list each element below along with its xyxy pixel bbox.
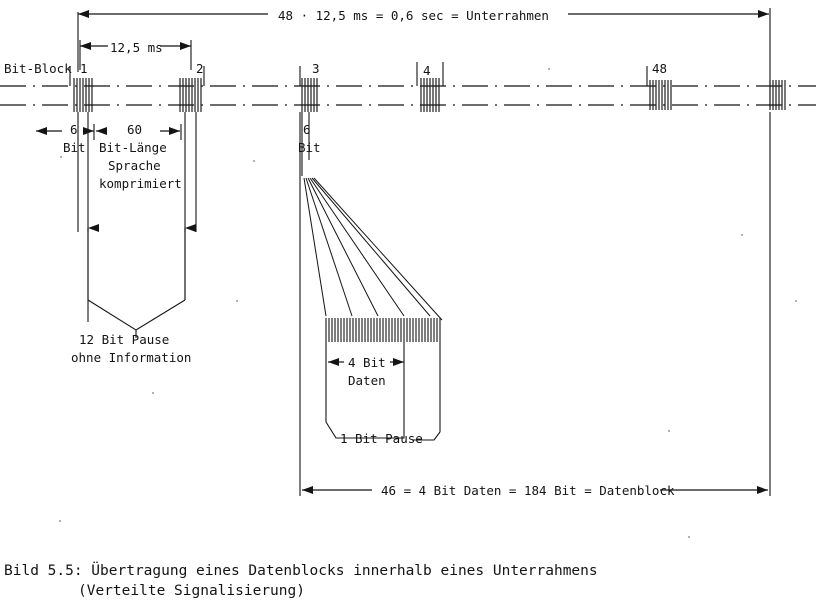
pause-bracket	[88, 300, 185, 330]
block-number-4: 4	[423, 63, 431, 78]
block-number-3: 3	[312, 61, 320, 76]
expansion-fan	[304, 178, 442, 320]
datablock-span-label: 46 = 4 Bit Daten = 184 Bit = Datenblock	[381, 483, 675, 498]
block-number-48: 48	[652, 61, 668, 76]
sixty-bit-line1: Bit-Länge	[99, 140, 167, 155]
figure-caption-line1: Bild 5.5: Übertragung eines Datenblocks innerhalb eines Unterrahmens	[4, 563, 598, 579]
pause-label-line1: 12 Bit Pause	[79, 332, 170, 347]
scan-speck	[152, 392, 154, 394]
scan-speck	[59, 520, 61, 522]
sixty-bit-line2: Sprache	[108, 158, 161, 173]
bit-block-burst-2	[180, 78, 201, 112]
bit-block-burst-1	[74, 78, 92, 112]
six-bit-right-unit: Bit	[298, 140, 321, 155]
scan-speck	[236, 300, 238, 302]
four-bit-label-line2: Daten	[348, 373, 386, 388]
sixty-bit-number: 60	[127, 122, 143, 137]
scan-speck	[60, 156, 62, 158]
scan-speck	[741, 234, 743, 236]
four-bit-label-line1: 4 Bit	[348, 355, 386, 370]
sixty-bit-line3: komprimiert	[99, 176, 182, 191]
bit-block-burst-3	[302, 78, 317, 112]
figure-caption-line2: (Verteilte Signalisierung)	[78, 583, 305, 599]
subframe-span-label: 48 · 12,5 ms = 0,6 sec = Unterrahmen	[278, 8, 549, 23]
scan-speck	[253, 160, 255, 162]
six-bit-left-unit: Bit	[63, 140, 86, 155]
scan-speck	[795, 300, 797, 302]
one-bit-pause-label: 1 Bit Pause	[340, 431, 423, 446]
scan-speck	[688, 536, 690, 538]
scan-speck	[548, 68, 550, 70]
six-bit-left-number: 6	[70, 122, 78, 137]
block-number-1: 1	[80, 61, 88, 76]
block-number-2: 2	[196, 61, 204, 76]
bit-block-burst-48	[650, 80, 671, 110]
bit-block-burst-4	[421, 78, 439, 112]
bit-block-axis-label: Bit-Block	[4, 61, 72, 76]
block-span-label: 12,5 ms	[110, 40, 163, 55]
six-bit-right-number: 6	[303, 122, 311, 137]
diagram-strokes	[0, 8, 816, 496]
scan-speck	[668, 430, 670, 432]
detail-burst	[326, 318, 440, 342]
pause-label-line2: ohne Information	[71, 350, 192, 365]
